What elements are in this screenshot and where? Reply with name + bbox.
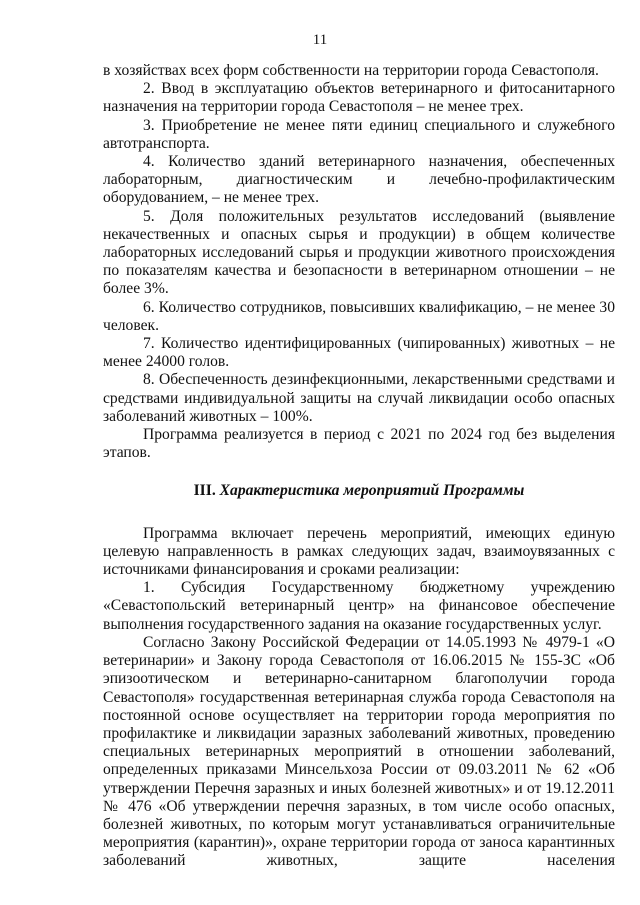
section-heading-number: III. xyxy=(193,482,216,500)
paragraph: 7. Количество идентифицированных (чипированных) животных – не менее 24000 голов. xyxy=(103,335,615,371)
paragraph: 2. Ввод в эксплуатацию объектов ветеринарного и фитосанитарного назначения на территории города Севастополя – не менее трех. xyxy=(103,80,615,116)
paragraph: 1. Субсидия Государственному бюджетному учреждению «Севастопольский ветеринарный центр» на финансовое обеспечение выполнения государственного задания на оказание государственных услуг. xyxy=(103,579,615,633)
paragraph: 4. Количество зданий ветеринарного назначения, обеспеченных лабораторным, диагностическим и лечебно-профилактическим оборудованием, – не менее трех. xyxy=(103,153,615,207)
section-measures xyxy=(103,525,615,871)
paragraph: 6. Количество сотрудников, повысивших квалификацию, – не менее 30 человек. xyxy=(103,298,615,334)
paragraph: 8. Обеспеченность дезинфекционными, лекарственными средствами и средствами индивидуальной защиты на случай ликвидации особо опасных заболеваний животных – 100%. xyxy=(103,371,615,425)
document-body xyxy=(103,62,615,871)
section-goals xyxy=(103,62,615,462)
page-number: 11 xyxy=(312,32,328,48)
section-heading xyxy=(103,482,615,500)
paragraph: Программа реализуется в период с 2021 по 2024 год без выделения этапов. xyxy=(103,426,615,462)
paragraph: Согласно Закону Российской Федерации от 14.05.1993 № 4979-1 «О ветеринарии» и Закону города Севастополя от 16.06.2015 № 155-ЗС «Об эпизоотическом и ветеринарно-санитарном благополучии города Севастополя» государственная ветеринарная служба города Севастополя на постоянной основе осуществляет на территории города мероприятия по профилактике и ликвидации заразных заболеваний животных, проведению специальных ветеринарных мероприятий в отношении заболеваний, определенных приказами Минсельхоза России от 09.03.2011 № 62 «Об утверждении Перечня заразных и иных болезней животных» и от 19.12.2011 № 476 «Об утверждении перечня заразных, в том числе особо опасных, болезней животных, по которым могут устанавливаться ограничительные мероприятия (карантин)», охране территории города от заноса карантинных заболеваний животных, защите населения xyxy=(103,633,615,870)
paragraph: в хозяйствах всех форм собственности на территории города Севастополя. xyxy=(103,62,599,79)
paragraph: 5. Доля положительных результатов исследований (выявление некачественных и опасных сырья и продукции) в общем количестве лабораторных исследований сырья и продукции животного происхождения по показателям качества и безопасности в ветеринарном отношении – не более 3%. xyxy=(103,207,615,298)
paragraph: 3. Приобретение не менее пяти единиц специального и служебного автотранспорта. xyxy=(103,116,615,152)
paragraph: Программа включает перечень мероприятий, имеющих единую целевую направленность в рамках следующих задач, взаимоувязанных с источниками финансирования и сроками реализации: xyxy=(103,524,615,579)
section-heading-title: Характеристика мероприятий Программы xyxy=(219,482,525,500)
